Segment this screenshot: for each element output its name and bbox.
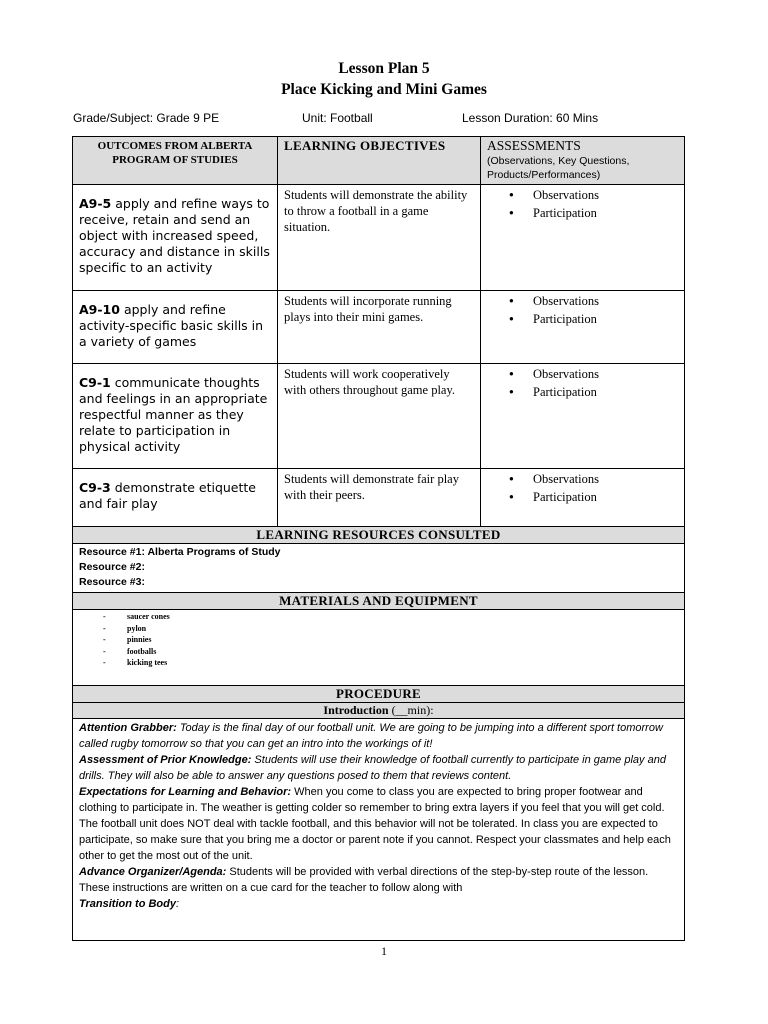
lesson-duration: Lesson Duration: 60 Mins <box>462 111 599 125</box>
list-item: ● Participation <box>533 489 678 507</box>
materials-heading: MATERIALS AND EQUIPMENT <box>73 593 685 610</box>
introduction-time: (__min): <box>388 703 434 717</box>
list-item: - footballs <box>103 646 157 656</box>
material-label: footballs <box>127 646 157 656</box>
expectations <box>79 784 678 864</box>
outcome-text: demonstrate etiquette and fair play <box>79 480 256 511</box>
materials-heading-row <box>73 593 685 610</box>
objective-cell: Students will demonstrate fair play with their peers. <box>278 469 481 527</box>
outcome-cell <box>73 291 278 364</box>
assessments-header-cell <box>481 137 685 185</box>
unit-label: Unit: Football <box>302 111 373 125</box>
resources-cell <box>73 544 685 593</box>
procedure-heading: PROCEDURE <box>73 686 685 703</box>
agenda-text: Students will be provided with verbal directions of the step-by-step route of the lesson. These instructions are written on a cue card for the teacher to follow along with <box>79 866 649 894</box>
page-title: Lesson Plan 5 <box>338 60 430 77</box>
resources-row <box>73 544 685 593</box>
material-label: kicking tees <box>127 658 168 667</box>
outcome-code: C9-1 <box>79 375 111 390</box>
assessment-cell <box>481 185 685 291</box>
objective-cell: Students will demonstrate the ability to throw a football in a game situation. <box>278 185 481 291</box>
list-item: - pinnies <box>103 635 152 644</box>
table-row <box>73 291 685 364</box>
transition-to-body <box>79 896 678 912</box>
attention-grabber <box>79 720 678 752</box>
resources-heading-row <box>73 527 685 544</box>
list-item: ● Participation <box>533 384 678 402</box>
list-item: ● Participation <box>533 205 678 223</box>
list-item: - kicking tees <box>103 658 168 667</box>
table-header-row <box>73 137 685 185</box>
procedure-heading-row <box>73 686 685 703</box>
resources-heading: LEARNING RESOURCES CONSULTED <box>73 527 685 544</box>
procedure-body-row <box>73 719 685 941</box>
advance-organizer <box>79 864 678 896</box>
expect-label: Expectations for Learning and Behavior: <box>79 786 292 798</box>
objective-cell: Students will incorporate running plays into their mini games. <box>278 291 481 364</box>
resource-item: Resource #3: <box>79 576 145 588</box>
material-label: saucer cones <box>127 612 170 621</box>
outcome-text: apply and refine activity-specific basic skills in a variety of games <box>79 302 264 349</box>
introduction-label: Introduction <box>323 703 389 717</box>
assessment-cell <box>481 291 685 364</box>
prior-knowledge <box>79 752 678 784</box>
list-item: - pylon <box>103 623 147 633</box>
list-item: ● Observations <box>533 366 678 384</box>
list-item: ● Participation <box>533 311 678 329</box>
outcomes-header: OUTCOMES FROM ALBERTA PROGRAM OF STUDIES <box>73 137 278 185</box>
assessments-header: ASSESSMENTS <box>487 138 581 153</box>
list-item: ● Observations <box>533 293 678 311</box>
list-item: ● Observations <box>533 187 678 205</box>
outcome-code: A9-5 <box>79 196 112 211</box>
transition-colon: : <box>175 898 180 910</box>
lesson-plan-table <box>72 136 685 941</box>
outcome-cell <box>73 364 278 469</box>
assessment-cell <box>481 469 685 527</box>
introduction-row <box>73 703 685 719</box>
material-label: pinnies <box>127 635 152 644</box>
agenda-label: Advance Organizer/Agenda: <box>79 866 227 878</box>
grade-subject: Grade/Subject: Grade 9 PE <box>73 111 220 125</box>
expect-text: When you come to class you are expected to bring proper footwear and clothing to participate in. The weather is getting colder so remember to bring extra layers if you feel that you will get cold. The football unit does NOT deal with tackle football, and this behavior will not be tolerated. In class you are expected to participate, so make sure that you bring me a doctor or parent note if you cannot. Respect your classmates and help each other to get the most out of the unit. <box>79 786 671 862</box>
table-row <box>73 469 685 527</box>
objectives-header: LEARNING OBJECTIVES <box>278 137 481 185</box>
prior-text: Students will use their knowledge of football currently to participate in game play and drills. They will also be able to answer any questions posed to them that reviews content. <box>79 754 666 782</box>
outcome-code: C9-3 <box>79 480 111 495</box>
page-number: 1 <box>381 944 387 958</box>
materials-cell <box>73 610 685 686</box>
attention-label: Attention Grabber: <box>79 722 177 734</box>
page-subtitle: Place Kicking and Mini Games <box>281 81 487 98</box>
table-row <box>73 185 685 291</box>
materials-row <box>73 610 685 686</box>
table-row <box>73 364 685 469</box>
procedure-body <box>73 719 685 941</box>
list-item: - saucer cones <box>103 612 170 621</box>
outcome-text: apply and refine ways to receive, retain and send an object with increased speed, accuracy and distance in skills specific to an activity <box>79 196 270 275</box>
outcome-text: communicate thoughts and feelings in an appropriate respectful manner as they relate to participation in physical activity <box>79 375 268 454</box>
assessment-cell <box>481 364 685 469</box>
attention-text: Today is the final day of our football unit. We are going to be jumping into a different sport tomorrow called rugby tomorrow so that you can get an intro into the workings of it! <box>79 722 663 750</box>
outcome-cell <box>73 185 278 291</box>
material-label: pylon <box>127 623 147 633</box>
prior-label: Assessment of Prior Knowledge: <box>79 754 252 766</box>
assessments-subheader: (Observations, Key Questions, Products/Performances) <box>487 155 630 181</box>
transition-label: Transition to Body <box>79 898 176 910</box>
outcome-cell <box>73 469 278 527</box>
list-item: ● Observations <box>533 471 678 489</box>
resource-item: Resource #1: Alberta Programs of Study <box>79 546 281 558</box>
objective-cell: Students will work cooperatively with others throughout game play. <box>278 364 481 469</box>
outcome-code: A9-10 <box>79 302 120 317</box>
introduction-heading <box>73 703 685 719</box>
resource-item: Resource #2: <box>79 561 145 573</box>
